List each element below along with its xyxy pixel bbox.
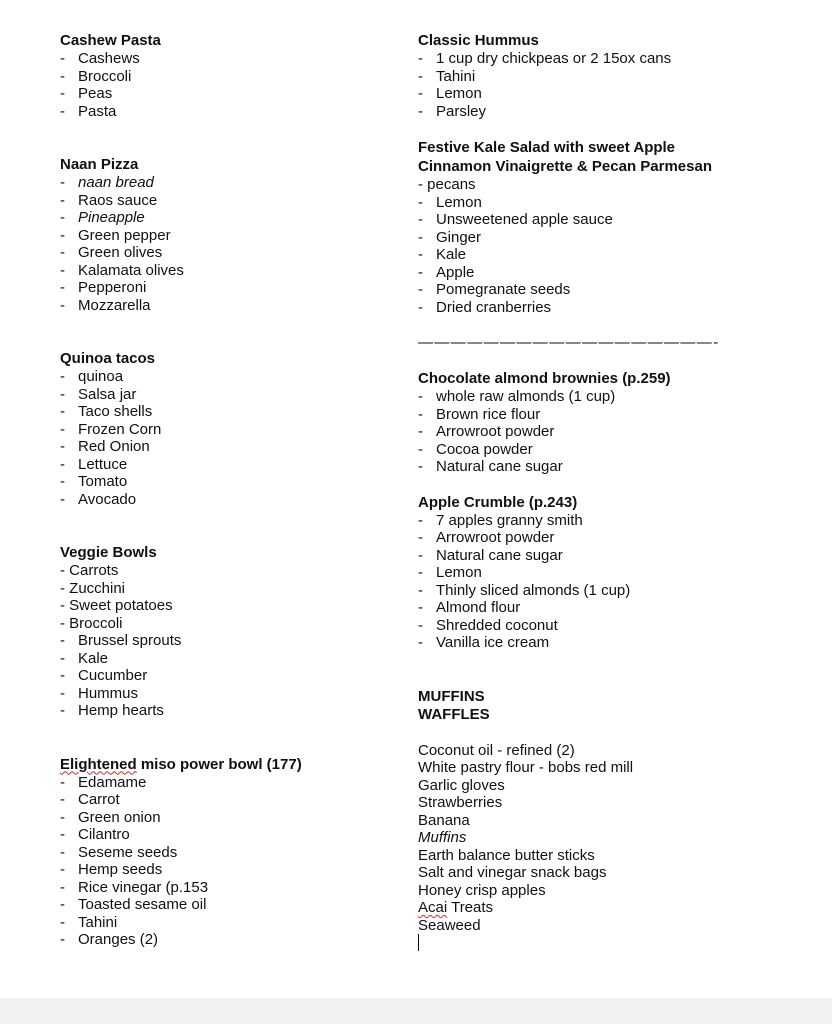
bullet-dash: - — [60, 490, 65, 508]
list-item-text: Kale — [78, 649, 109, 667]
list-item-text: Lemon — [436, 85, 482, 102]
bullet-dash: - — [60, 826, 65, 843]
list-item-text: Cocoa powder — [436, 440, 533, 458]
bullet-dash: - — [60, 403, 65, 420]
list-item — [60, 580, 380, 598]
list-item-text: Rice vinegar (p.153 — [78, 878, 209, 896]
list-item-text: Lettuce — [78, 455, 128, 473]
list-item — [60, 279, 380, 297]
list-item-text: 1 cup dry chickpeas or 2 15ox cans — [436, 50, 672, 67]
list-item — [60, 702, 380, 720]
list-item-text: Salsa jar — [78, 385, 137, 403]
list-item — [60, 667, 380, 685]
bullet-dash: - — [60, 102, 65, 120]
bullet-dash: - — [418, 634, 423, 651]
bullet-dash: - — [418, 193, 423, 211]
kale-salad-section — [418, 138, 748, 316]
section-title: Festive Kale Salad with sweet Apple Cinnamon Vinaigrette & Pecan Parmesan — [418, 139, 712, 175]
bullet-dash: - — [60, 843, 65, 861]
bullet-dash: - — [60, 296, 65, 314]
list-item-text: Apple — [436, 263, 475, 281]
apple-crumble-section — [418, 494, 748, 652]
list-item — [418, 68, 748, 86]
list-item-text: Pomegranate seeds — [436, 281, 571, 298]
list-item — [418, 211, 748, 229]
list-item — [418, 103, 748, 121]
left-column — [60, 32, 380, 949]
bullet-dash: - — [60, 913, 65, 931]
bullet-dash: - — [60, 209, 65, 226]
bullet-dash: - — [60, 632, 65, 649]
list-item — [60, 615, 380, 633]
list-item — [60, 103, 380, 121]
bullet-dash: - — [60, 85, 65, 102]
list-item — [60, 192, 380, 210]
muffins-heading: MUFFINS — [418, 687, 485, 705]
list-item — [60, 791, 380, 809]
bullet-dash: - — [60, 67, 65, 85]
list-item-text: Cashews — [78, 50, 140, 67]
recipe-section — [60, 350, 380, 508]
bullet-dash: - — [60, 702, 65, 719]
bullet-dash: - — [60, 244, 65, 261]
list-item — [418, 582, 748, 600]
bullet-dash: - — [418, 616, 423, 634]
list-item-text: Tomato — [78, 473, 128, 490]
list-item-text: Green pepper — [78, 226, 171, 244]
list-item — [60, 774, 380, 792]
bullet-dash: - — [418, 102, 423, 120]
list-item-text: - Broccoli — [60, 614, 123, 632]
bullet-dash: - — [418, 67, 423, 85]
list-item — [60, 85, 380, 103]
bullet-dash: - — [418, 529, 423, 546]
list-item-text: Dried cranberries — [436, 298, 552, 316]
list-item — [418, 529, 748, 547]
bullet-dash: - — [60, 808, 65, 826]
list-item: - pecans — [418, 176, 476, 193]
bullet-dash: - — [60, 226, 65, 244]
bullet-dash: - — [418, 423, 423, 440]
bullet-dash: - — [60, 684, 65, 702]
recipe-section — [60, 32, 380, 120]
text-cursor — [418, 934, 748, 952]
bullet-dash: - — [60, 861, 65, 878]
list-item — [418, 299, 748, 317]
list-item — [418, 281, 748, 299]
list-item-text: Arrowroot powder — [436, 423, 555, 440]
list-item-text: Vanilla ice cream — [436, 634, 550, 651]
list-item-text: Hummus — [78, 684, 139, 702]
bullet-dash: - — [60, 473, 65, 490]
list-item-text: Peas — [78, 85, 113, 102]
bullet-dash: - — [418, 458, 423, 475]
bullet-dash: - — [418, 511, 423, 529]
list-item — [60, 209, 380, 227]
list-item — [60, 438, 380, 456]
list-item — [418, 458, 748, 476]
bullet-dash: - — [418, 281, 423, 298]
bullet-dash: - — [418, 228, 423, 246]
list-item-text: whole raw almonds (1 cup) — [436, 388, 616, 405]
list-item: White pastry flour - bobs red mill — [418, 759, 634, 776]
list-item-text: Shredded coconut — [436, 616, 558, 634]
waffles-heading: WAFFLES — [418, 705, 490, 723]
list-item — [418, 246, 748, 264]
list-item-text: Parsley — [436, 102, 487, 120]
list-item — [60, 562, 380, 580]
list-item — [60, 68, 380, 86]
misspelled-word: Acai — [418, 899, 448, 916]
list-item — [60, 597, 380, 615]
list-item — [60, 473, 380, 491]
list-item-text: Natural cane sugar — [436, 458, 563, 475]
list-item — [60, 685, 380, 703]
list-item-text: Cilantro — [78, 826, 130, 843]
bullet-dash: - — [60, 174, 65, 191]
list-item: Honey crisp apples — [418, 881, 546, 899]
list-item-text: Tahini — [436, 67, 476, 85]
bullet-dash: - — [60, 649, 65, 667]
list-item — [60, 491, 380, 509]
list-item-text: Kalamata olives — [78, 261, 184, 279]
list-item-text: Thinly sliced almonds (1 cup) — [436, 581, 631, 599]
list-item — [418, 388, 748, 406]
list-item — [418, 229, 748, 247]
list-item-text: Edamame — [78, 773, 147, 791]
list-item-text: Hemp seeds — [78, 861, 163, 878]
list-item-text: 7 apples granny smith — [436, 511, 583, 529]
list-item-text: Oranges (2) — [78, 931, 159, 948]
list-item-text: Lemon — [436, 564, 482, 581]
list-item: Seaweed — [418, 916, 481, 934]
bullet-dash: - — [60, 50, 65, 67]
bullet-dash: - — [418, 211, 423, 228]
list-item-text: - Carrots — [60, 562, 119, 579]
list-item-text: Almond flour — [436, 599, 521, 616]
list-item-text: Arrowroot powder — [436, 529, 555, 546]
bullet-dash: - — [418, 564, 423, 581]
list-item-text: Unsweetened apple sauce — [436, 211, 613, 228]
list-item — [418, 512, 748, 530]
list-item-text: quinoa — [78, 368, 124, 385]
list-item: Acai Treats — [418, 899, 494, 916]
recipe-section — [60, 156, 380, 314]
list-item-text: Green onion — [78, 808, 161, 826]
list-item — [60, 456, 380, 474]
divider-line: ——————————————————- — [418, 334, 720, 351]
bullet-dash: - — [60, 261, 65, 279]
bullet-dash: - — [60, 279, 65, 296]
list-item — [418, 599, 748, 617]
list-item — [418, 264, 748, 282]
list-item — [60, 914, 380, 932]
bullet-dash: - — [60, 385, 65, 403]
list-item-text: Kale — [436, 246, 467, 263]
bullet-dash: - — [418, 85, 423, 102]
bullet-dash: - — [418, 246, 423, 263]
bullet-dash: - — [60, 773, 65, 791]
list-item-text: Brussel sprouts — [78, 632, 182, 649]
list-item — [60, 809, 380, 827]
bullet-dash: - — [418, 546, 423, 564]
bullet-dash: - — [418, 388, 423, 405]
bullet-dash: - — [60, 455, 65, 473]
list-item: Banana — [418, 811, 470, 829]
list-item-text: Cucumber — [78, 667, 148, 684]
list-item — [60, 650, 380, 668]
list-item-text: Green olives — [78, 244, 163, 261]
section-title: Naan Pizza — [60, 156, 139, 173]
list-item-text: Red Onion — [78, 438, 150, 455]
list-item — [60, 931, 380, 949]
list-item — [60, 50, 380, 68]
list-item-text: Broccoli — [78, 67, 132, 85]
bullet-dash: - — [60, 791, 65, 808]
list-item — [60, 386, 380, 404]
list-item — [60, 896, 380, 914]
list-item-text: Seseme seeds — [78, 843, 178, 861]
list-item — [60, 403, 380, 421]
list-item-text: Toasted sesame oil — [78, 896, 207, 913]
bullet-dash: - — [60, 368, 65, 385]
bullet-dash: - — [60, 420, 65, 438]
brownies-section — [418, 370, 748, 476]
list-item-text: Frozen Corn — [78, 420, 162, 438]
bullet-dash: - — [60, 878, 65, 896]
list-item: Earth balance butter sticks — [418, 846, 595, 864]
list-item — [418, 406, 748, 424]
list-item — [60, 879, 380, 897]
list-item: Garlic gloves — [418, 776, 505, 794]
list-item — [60, 262, 380, 280]
list-item-text: Pepperoni — [78, 279, 147, 296]
right-column — [418, 32, 748, 952]
section-title: Quinoa tacos — [60, 350, 156, 367]
list-item — [60, 174, 380, 192]
recipe-section — [60, 544, 380, 720]
list-item — [60, 244, 380, 262]
bullet-dash: - — [418, 263, 423, 281]
list-item-text: Pasta — [78, 102, 117, 120]
list-item — [60, 632, 380, 650]
bullet-dash: - — [60, 896, 65, 913]
list-item-text: Hemp hearts — [78, 702, 164, 719]
section-title: Apple Crumble (p.243) — [418, 493, 578, 511]
bullet-dash: - — [418, 405, 423, 423]
bullet-dash: - — [60, 191, 65, 209]
list-item-text: Carrot — [78, 791, 120, 808]
window-footer — [0, 998, 832, 1024]
list-item: Salt and vinegar snack bags — [418, 864, 607, 881]
bullet-dash: - — [60, 438, 65, 455]
list-item — [418, 617, 748, 635]
list-item — [418, 194, 748, 212]
list-item-text: naan bread — [78, 174, 154, 191]
list-item — [418, 634, 748, 652]
bullet-dash: - — [60, 667, 65, 684]
section-title: Classic Hummus — [418, 32, 539, 49]
list-item: Coconut oil - refined (2) — [418, 741, 575, 759]
list-item-text: Taco shells — [78, 403, 153, 420]
list-item — [60, 227, 380, 245]
section-title: Veggie Bowls — [60, 544, 157, 561]
recipe-section — [60, 756, 380, 949]
bullet-dash: - — [60, 931, 65, 948]
list-item-text: Ginger — [436, 228, 482, 246]
list-item-text: Mozzarella — [78, 296, 151, 314]
misc-shopping-list — [418, 742, 748, 935]
list-item — [418, 441, 748, 459]
list-item-text: Tahini — [78, 913, 118, 931]
section-title: Elightened miso power bowl (177) — [60, 755, 302, 773]
list-item — [60, 368, 380, 386]
bullet-dash: - — [418, 440, 423, 458]
list-item-text: Avocado — [78, 490, 137, 508]
list-item — [418, 50, 748, 68]
list-item: Muffins — [418, 829, 467, 846]
bullet-dash: - — [418, 50, 423, 67]
list-item — [60, 421, 380, 439]
bullet-dash: - — [418, 581, 423, 599]
list-item-text: Pineapple — [78, 209, 145, 226]
bullet-dash: - — [418, 298, 423, 316]
list-item — [60, 861, 380, 879]
list-item-text: - Sweet potatoes — [60, 597, 173, 614]
list-item — [60, 297, 380, 315]
list-item — [60, 826, 380, 844]
list-item — [60, 844, 380, 862]
list-item: Strawberries — [418, 794, 503, 811]
list-item-text: Lemon — [436, 193, 482, 211]
list-item — [418, 85, 748, 103]
list-item-text: - Zucchini — [60, 579, 126, 597]
list-item-text: Brown rice flour — [436, 405, 541, 423]
misspelled-word: Elightened — [60, 755, 137, 773]
list-item — [418, 547, 748, 565]
section-title: Cashew Pasta — [60, 32, 161, 49]
list-item-text: Natural cane sugar — [436, 546, 563, 564]
classic-hummus-section — [418, 32, 748, 120]
section-title: Chocolate almond brownies (p.259) — [418, 370, 671, 387]
list-item-text: Raos sauce — [78, 191, 158, 209]
bullet-dash: - — [418, 599, 423, 616]
list-item — [418, 423, 748, 441]
list-item — [418, 564, 748, 582]
